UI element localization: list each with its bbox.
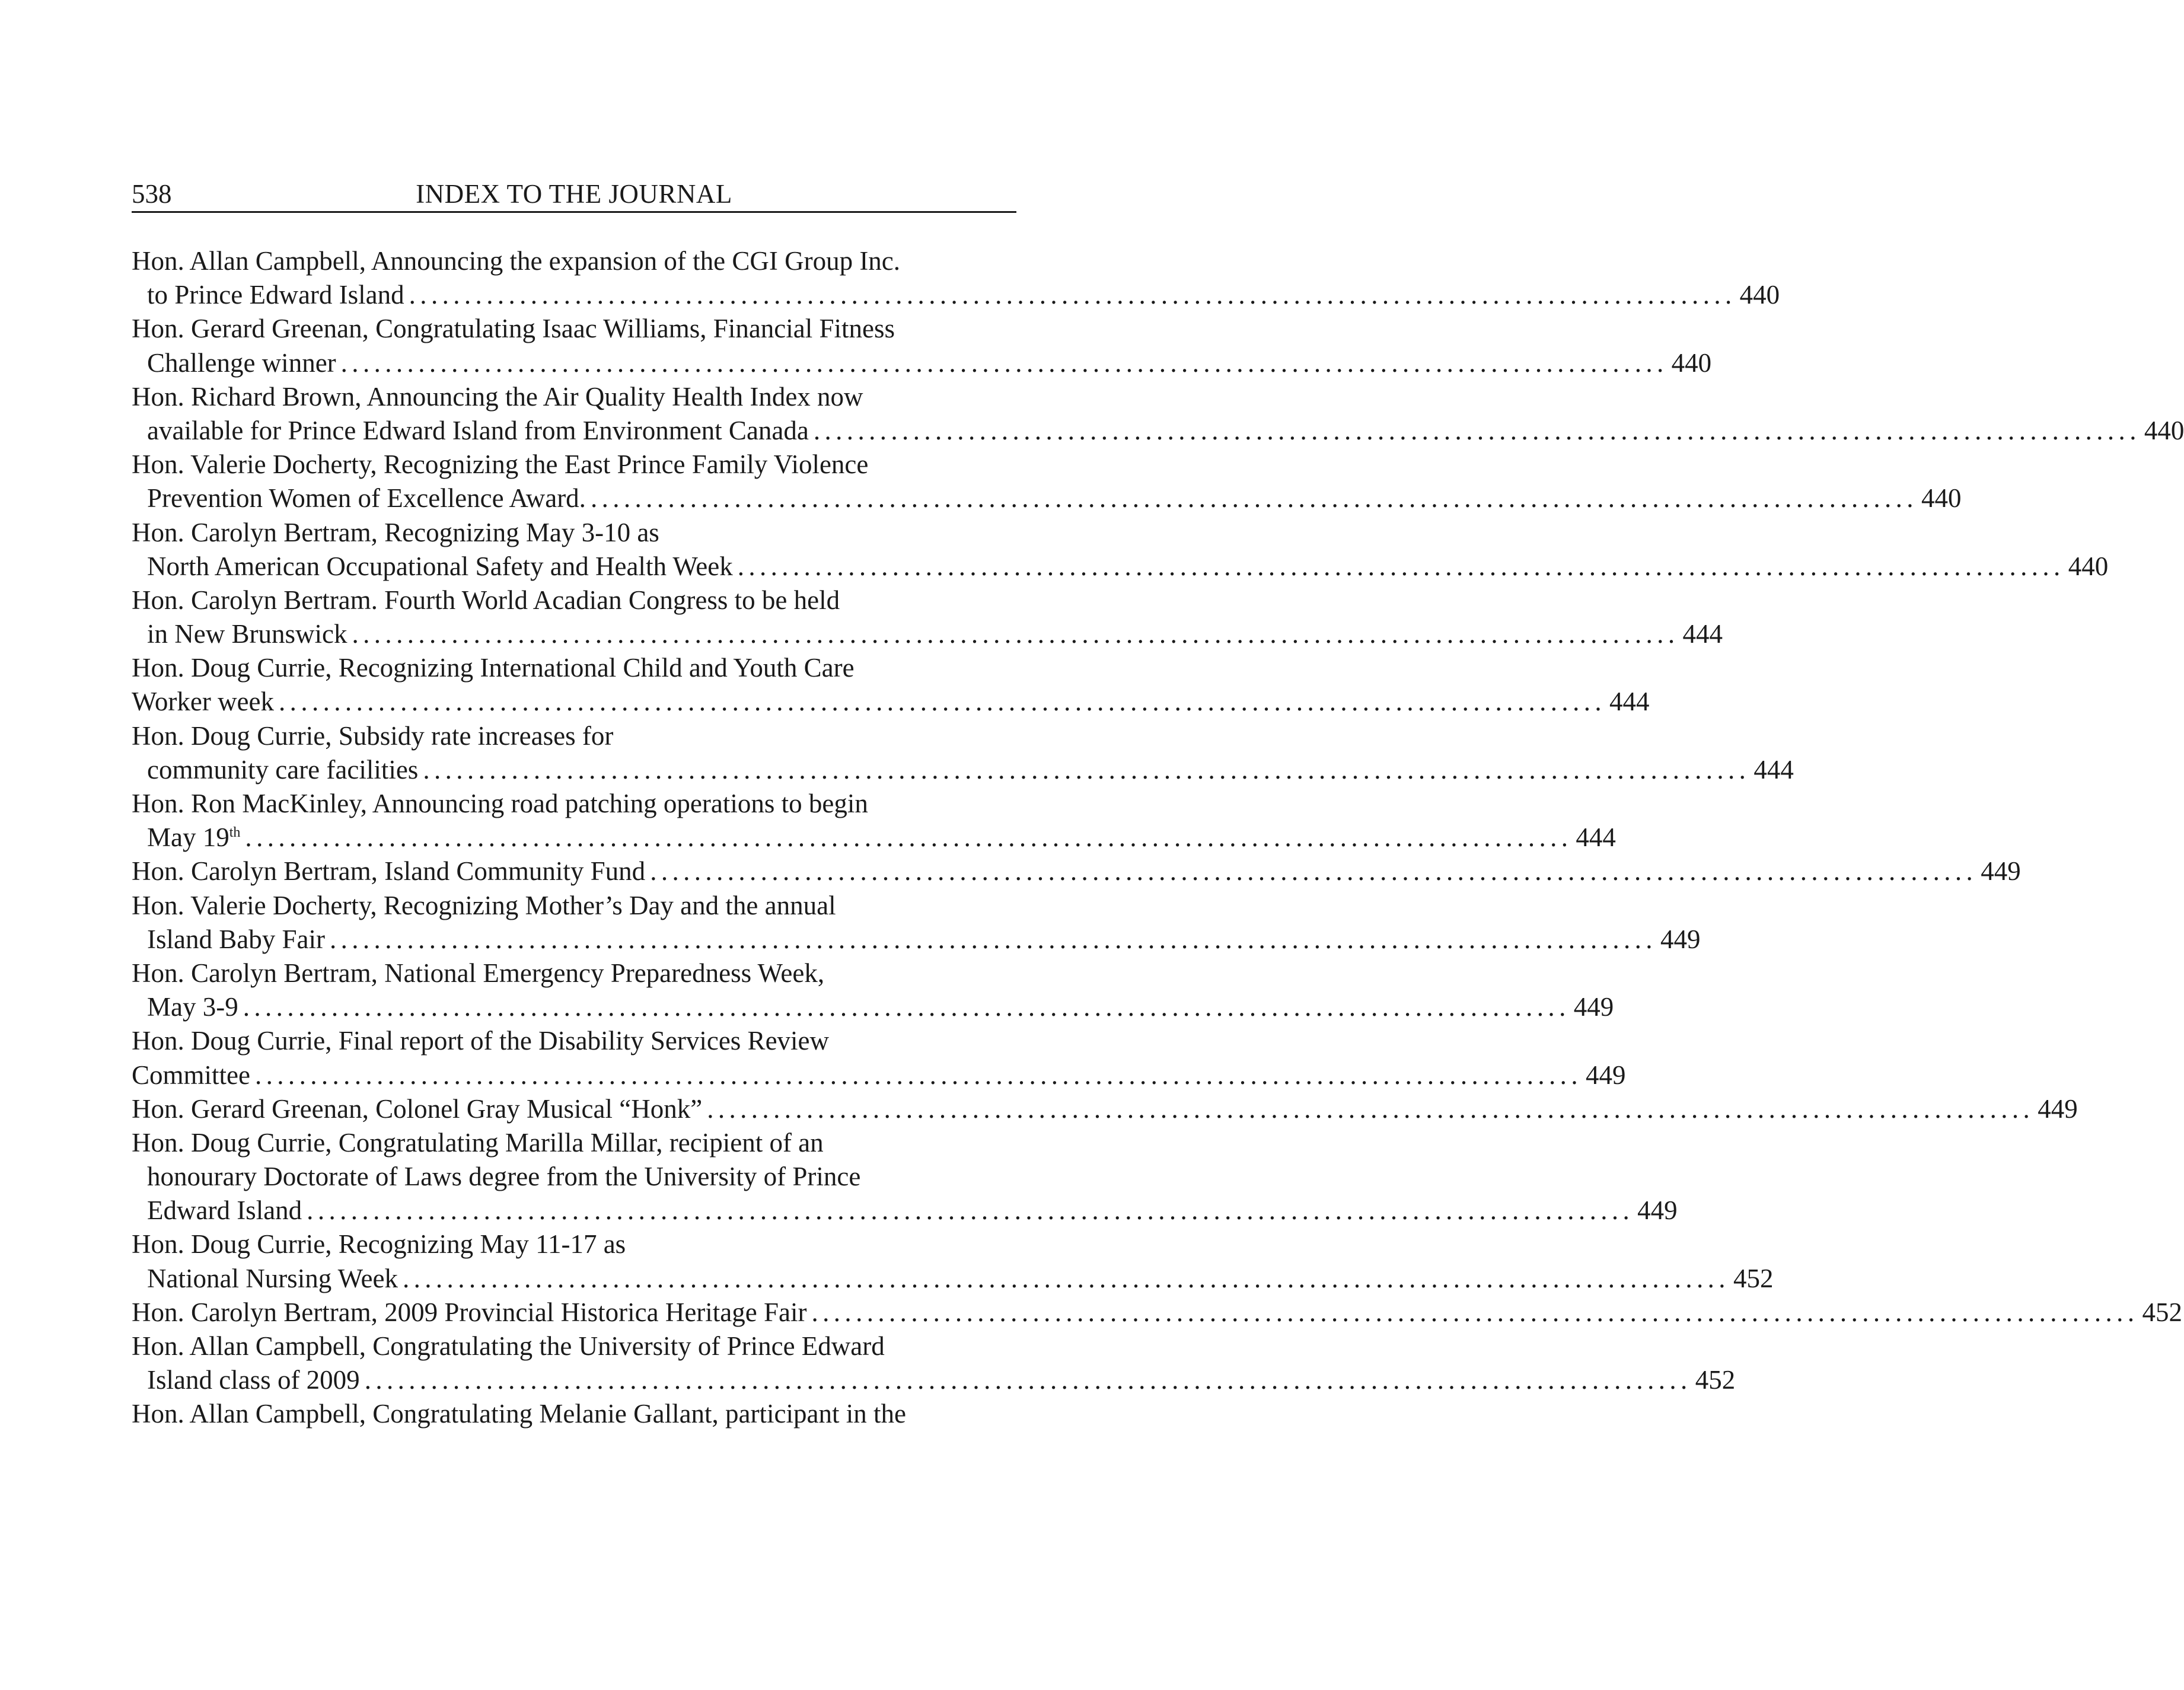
dot-leader: ........................................................................................................................ bbox=[254, 1060, 1582, 1090]
entry-text: Island Baby Fair bbox=[147, 924, 325, 954]
dot-leader: ........................................................................................................................ bbox=[423, 754, 1751, 785]
index-entry-line bbox=[132, 1092, 2078, 1126]
entry-text: North American Occupational Safety and Health Week bbox=[147, 551, 733, 581]
index-text-line bbox=[132, 719, 1016, 753]
dot-leader: ........................................................................................................................ bbox=[307, 1195, 1634, 1226]
dot-leader: ........................................................................................................................ bbox=[737, 551, 2065, 581]
index-text-line bbox=[132, 583, 1016, 617]
page-reference: 444 bbox=[1682, 619, 1723, 649]
entry-text: Committee bbox=[132, 1060, 250, 1090]
entry-text: Challenge winner bbox=[147, 347, 336, 378]
dot-leader: ........................................................................................................................ bbox=[590, 483, 1918, 514]
index-entry-line bbox=[132, 550, 2109, 583]
index-entry-line bbox=[132, 685, 1650, 719]
index-entry-line bbox=[132, 1262, 1774, 1296]
entry-text: to Prince Edward Island bbox=[147, 280, 404, 310]
index-entry-line bbox=[132, 617, 1723, 651]
page-reference: 452 bbox=[2142, 1297, 2182, 1327]
entry-text: Hon. Gerard Greenan, Congratulating Isaac Williams, Financial Fitness bbox=[132, 314, 895, 344]
superscript: th bbox=[229, 825, 241, 841]
dot-leader: ........................................................................................................................ bbox=[707, 1093, 2035, 1124]
entry-text: Hon. Carolyn Bertram, National Emergency Preparedness Week, bbox=[132, 958, 825, 988]
dot-leader: ........................................................................................................................ bbox=[402, 1263, 1730, 1293]
index-entry-line bbox=[132, 1363, 1736, 1397]
index-text-line bbox=[132, 312, 1016, 346]
page-reference: 449 bbox=[2038, 1093, 2078, 1124]
page-reference: 449 bbox=[1585, 1060, 1626, 1090]
dot-leader: ........................................................................................................................ bbox=[340, 347, 1668, 378]
entry-text: Hon. Carolyn Bertram, Island Community Fund bbox=[132, 856, 646, 887]
page-reference: 449 bbox=[1981, 856, 2021, 887]
page-header bbox=[132, 177, 1016, 213]
entry-text: May 3-9 bbox=[147, 992, 238, 1022]
index-entry-line bbox=[132, 854, 2021, 888]
index-entry-line bbox=[132, 346, 1712, 380]
entry-text: Hon. Richard Brown, Announcing the Air Quality Health Index now bbox=[132, 381, 863, 412]
dot-leader: ........................................................................................................................ bbox=[813, 415, 2141, 445]
entry-text: Hon. Carolyn Bertram, Recognizing May 3-10 as bbox=[132, 517, 659, 547]
page-reference: 449 bbox=[1660, 924, 1701, 954]
entry-text: honourary Doctorate of Laws degree from the University of Prince bbox=[147, 1162, 861, 1192]
index-entry-line bbox=[132, 482, 1962, 515]
entry-text: Worker week bbox=[132, 687, 275, 717]
page-reference: 452 bbox=[1695, 1365, 1736, 1395]
index-text-line bbox=[132, 889, 1016, 923]
index-text-line bbox=[132, 380, 1016, 414]
index-entry-line bbox=[132, 1194, 1678, 1227]
entry-text: National Nursing Week bbox=[147, 1263, 398, 1293]
index-text-line bbox=[132, 956, 1016, 990]
index-text-line bbox=[132, 244, 1016, 278]
index-text-line bbox=[132, 516, 1016, 550]
entry-text: Prevention Women of Excellence Award. bbox=[147, 483, 586, 514]
page-reference: 452 bbox=[1733, 1263, 1774, 1293]
entry-text: Hon. Allan Campbell, Congratulating the University of Prince Edward bbox=[132, 1331, 885, 1361]
page-reference: 444 bbox=[1753, 754, 1794, 785]
entry-text: Hon. Allan Campbell, Announcing the expansion of the CGI Group Inc. bbox=[132, 246, 901, 276]
entry-text: Hon. Gerard Greenan, Colonel Gray Musical “Honk” bbox=[132, 1093, 703, 1124]
entry-text: Hon. Doug Currie, Recognizing International Child and Youth Care bbox=[132, 653, 855, 683]
dot-leader: ........................................................................................................................ bbox=[279, 687, 1606, 717]
index-text-line bbox=[132, 1329, 1016, 1363]
index-entry-line bbox=[132, 1296, 2182, 1329]
page-reference: 449 bbox=[1637, 1195, 1678, 1226]
index-text-line bbox=[132, 787, 1016, 821]
entry-text: Edward Island bbox=[147, 1195, 302, 1226]
index-entry-line bbox=[132, 821, 1616, 854]
page-reference: 449 bbox=[1573, 992, 1614, 1022]
index-entry-line bbox=[132, 990, 1614, 1024]
index-text-line bbox=[132, 1024, 1016, 1058]
dot-leader: ........................................................................................................................ bbox=[243, 992, 1570, 1022]
dot-leader: ........................................................................................................................ bbox=[364, 1365, 1692, 1395]
entry-text: Island class of 2009 bbox=[147, 1365, 360, 1395]
page-reference: 440 bbox=[1921, 483, 1962, 514]
index-entry-line bbox=[132, 923, 1701, 956]
index-text-line bbox=[132, 1397, 1016, 1431]
entry-text: available for Prince Edward Island from Environment Canada bbox=[147, 415, 809, 445]
index-list bbox=[132, 244, 2184, 1431]
entry-text: Hon. Ron MacKinley, Announcing road patching operations to begin bbox=[132, 789, 868, 818]
entry-text: in New Brunswick bbox=[147, 619, 347, 649]
index-entry-line bbox=[132, 753, 1794, 787]
page-reference: 444 bbox=[1609, 687, 1650, 717]
index-text-line bbox=[132, 1160, 1016, 1194]
entry-text: Hon. Doug Currie, Final report of the Disability Services Review bbox=[132, 1026, 830, 1056]
entry-text: Hon. Doug Currie, Congratulating Marilla Millar, recipient of an bbox=[132, 1127, 824, 1158]
entry-text: May 19th bbox=[147, 822, 241, 853]
running-title: INDEX TO THE JOURNAL bbox=[416, 179, 732, 209]
dot-leader: ........................................................................................................................ bbox=[650, 856, 1978, 887]
index-text-line bbox=[132, 651, 1016, 685]
entry-text: Hon. Doug Currie, Subsidy rate increases for bbox=[132, 720, 614, 751]
entry-text: Hon. Valerie Docherty, Recognizing the East Prince Family Violence bbox=[132, 449, 869, 480]
index-text-line bbox=[132, 1227, 1016, 1261]
index-text-line bbox=[132, 1126, 1016, 1160]
entry-text: Hon. Allan Campbell, Congratulating Melanie Gallant, participant in the bbox=[132, 1399, 906, 1429]
index-entry-line bbox=[132, 278, 1780, 312]
page-number: 538 bbox=[132, 179, 172, 209]
index-entry-line bbox=[132, 414, 2184, 448]
index-entry-line bbox=[132, 1058, 1626, 1092]
page-reference: 440 bbox=[2144, 415, 2184, 445]
page-reference: 440 bbox=[1671, 347, 1712, 378]
entry-text: Hon. Carolyn Bertram, 2009 Provincial Historica Heritage Fair bbox=[132, 1297, 807, 1327]
entry-text: Hon. Carolyn Bertram. Fourth World Acadian Congress to be held bbox=[132, 585, 840, 615]
page-reference: 440 bbox=[2068, 551, 2109, 581]
entry-text: community care facilities bbox=[147, 754, 419, 785]
page-reference: 440 bbox=[1739, 280, 1780, 310]
page-reference: 444 bbox=[1576, 822, 1616, 853]
dot-leader: ........................................................................................................................ bbox=[352, 619, 1679, 649]
entry-text: Hon. Valerie Docherty, Recognizing Mother’s Day and the annual bbox=[132, 890, 836, 920]
dot-leader: ........................................................................................................................ bbox=[245, 822, 1573, 853]
dot-leader: ........................................................................................................................ bbox=[329, 924, 1657, 954]
dot-leader: ........................................................................................................................ bbox=[811, 1297, 2139, 1327]
entry-text: Hon. Doug Currie, Recognizing May 11-17 as bbox=[132, 1229, 626, 1259]
index-text-line bbox=[132, 448, 1016, 482]
dot-leader: ........................................................................................................................ bbox=[409, 280, 1736, 310]
